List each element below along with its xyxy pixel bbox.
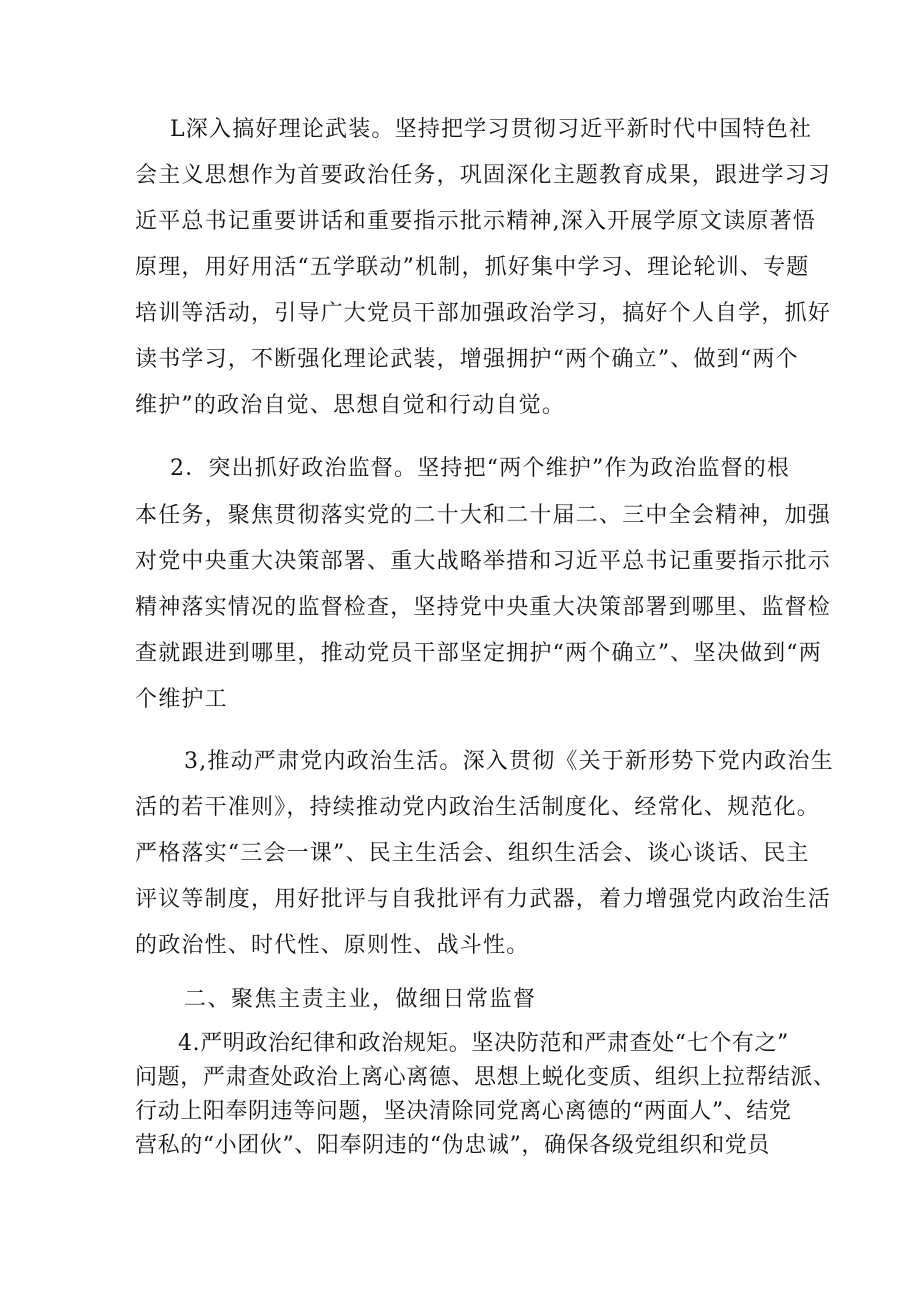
text-line: 个维护工: [135, 687, 228, 712]
text-line: 培训等活动，引导广大党员干部加强政治学习，搞好个人自学，抓好: [135, 301, 832, 326]
section-heading-text: 二、聚焦主责主业，做细日常监督: [184, 987, 537, 1012]
text-line: 活的若干准则》，持续推动党内政治生活制度化、经常化、规范化。: [135, 795, 821, 820]
text-line: 评议等制度，用好批评与自我批评有力武器，着力增强党内政治生活: [135, 887, 832, 912]
text-line: 2．突出抓好政治监督。坚持把“两个维护”作为政治监督的根: [170, 456, 791, 481]
text-line: 会主义思想作为首要政治任务，巩固深化主题教育成果，跟进学习习: [135, 163, 832, 188]
text-line: 严格落实“三会一课”、民主生活会、组织生活会、谈心谈话、民主: [135, 841, 810, 866]
text-line: 近平总书记重要讲话和重要指示批示精神,深入开展学原文读原著悟: [135, 209, 816, 234]
text-line: 本任务，聚焦贯彻落实党的二十大和二十届二、三中全会精神，加强: [135, 503, 832, 528]
text-line: 原理，用好用活“五学联动”机制，抓好集中学习、理论轮训、专题: [135, 255, 810, 280]
text-line: 查就跟进到哪里，推动党员干部坚定拥护“两个确立”、坚决做到“两: [135, 641, 822, 666]
text-line: L深入搞好理论武装。坚持把学习贯彻习近平新时代中国特色社: [170, 117, 813, 142]
text-line: 4.严明政治纪律和政治规矩。坚决防范和严肃查处“七个有之”: [178, 1031, 789, 1056]
text-line: 读书学习，不断强化理论武装，增强拥护“两个确立”、做到“两个: [135, 347, 799, 372]
text-line: 的政治性、时代性、原则性、战斗性。: [135, 933, 530, 958]
text-line: 问题，严肃查处政治上离心离德、思想上蜕化变质、组织上拉帮结派、: [135, 1065, 836, 1090]
text-line: 对党中央重大决策部署、重大战略举措和习近平总书记重要指示批示: [135, 549, 832, 574]
text-line: 行动上阳奉阴违等问题，坚决清除同党离心离德的“两面人”、结党: [135, 1099, 792, 1124]
text-line: 3,推动严肃党内政治生活。深入贯彻《关于新形势下党内政治生: [184, 749, 834, 774]
text-line: 维护”的政治自觉、思想自觉和行动自觉。: [135, 393, 566, 418]
text-line: 精神落实情况的监督检查，坚持党中央重大决策部署到哪里、监督检: [135, 595, 832, 620]
text-line: 营私的“小团伙”、阳奉阴违的“伪忠诚”，确保各级党组织和党员: [135, 1133, 770, 1158]
